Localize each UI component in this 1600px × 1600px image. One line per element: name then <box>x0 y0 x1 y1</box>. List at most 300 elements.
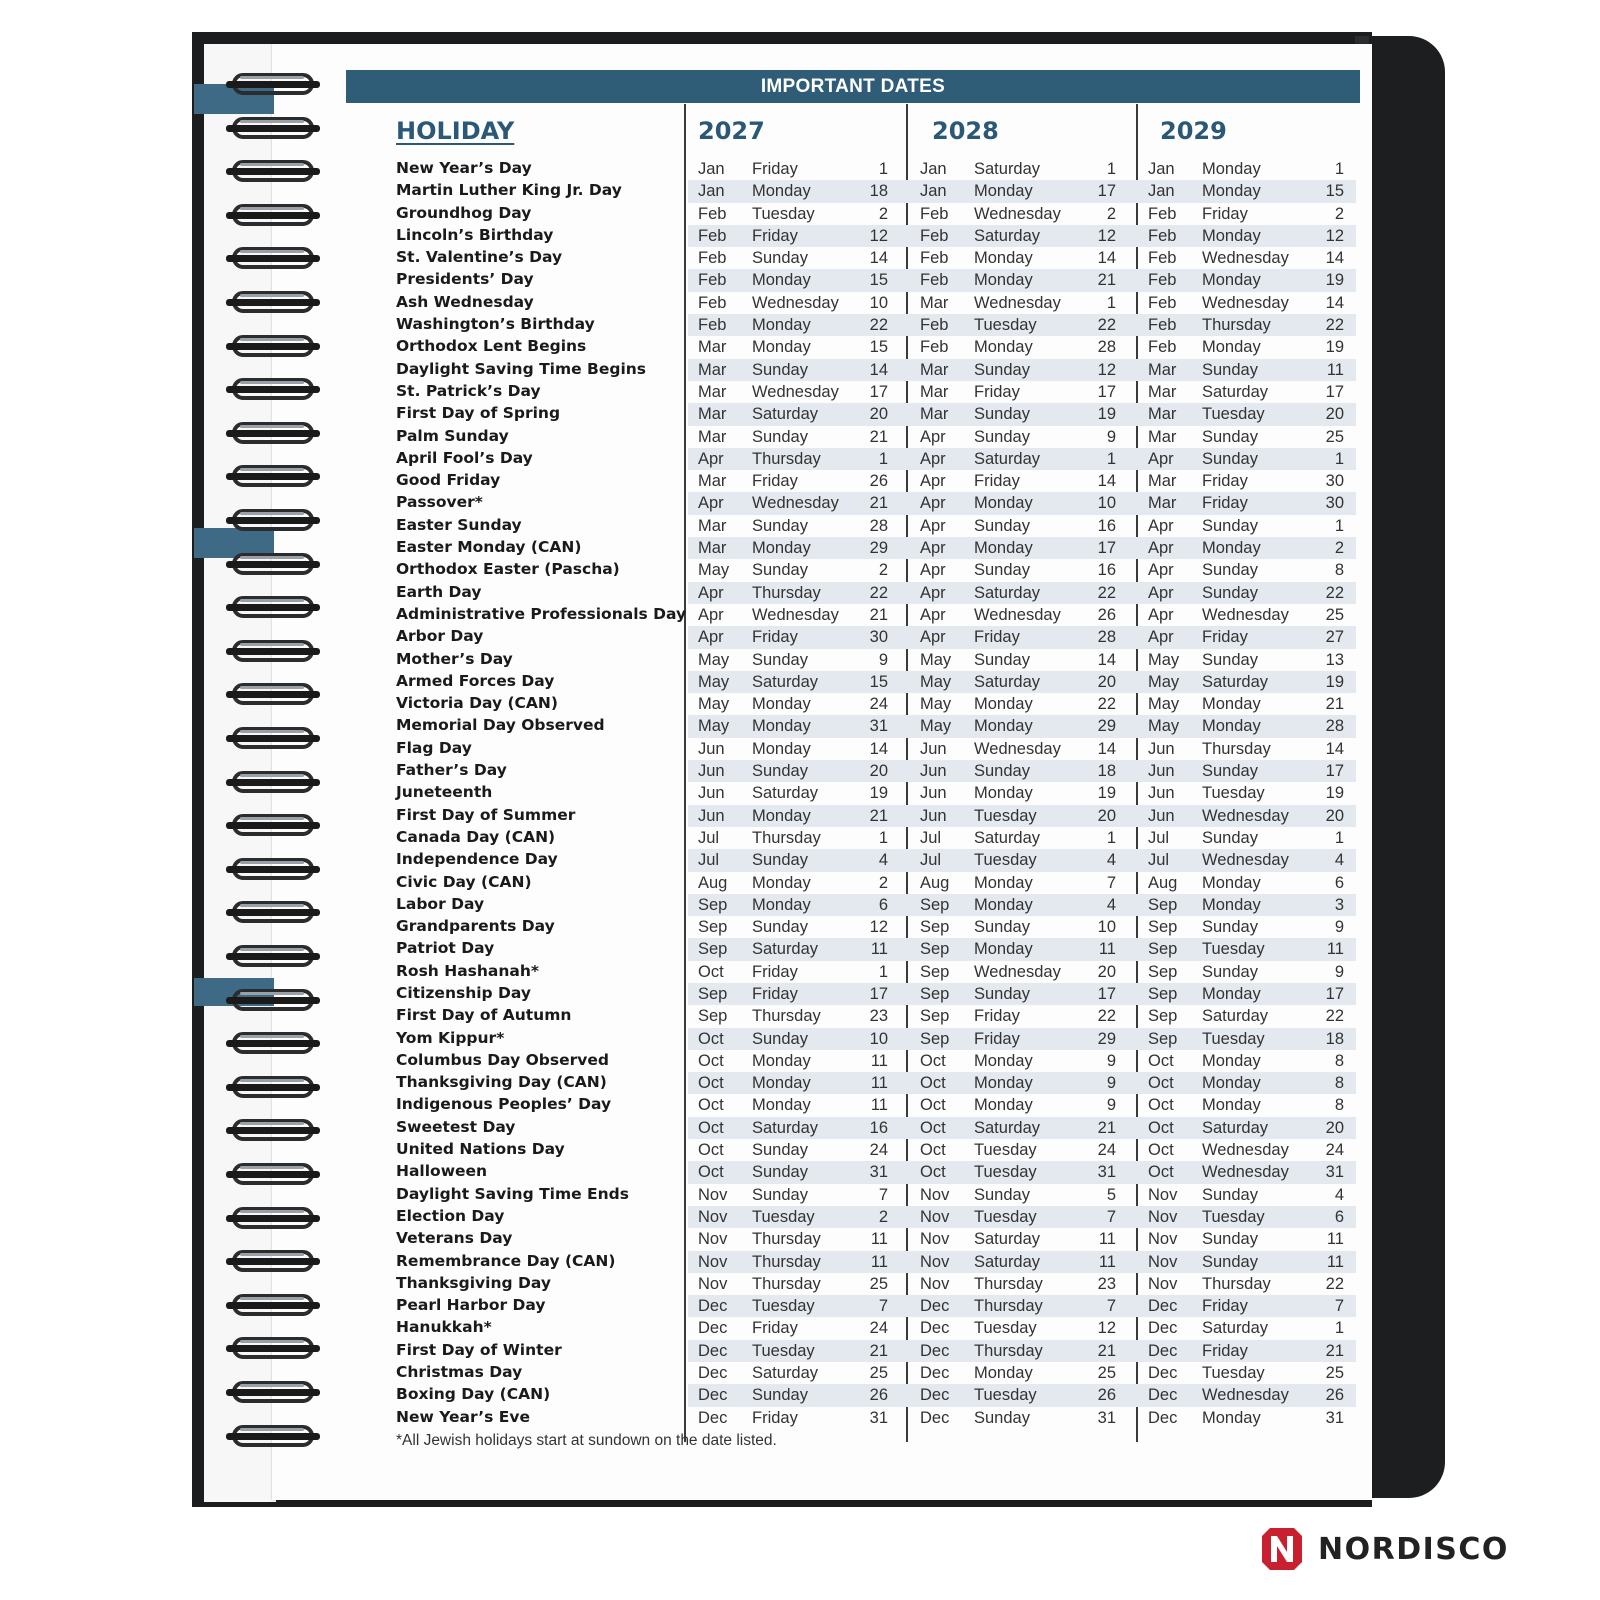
table-row <box>396 1295 1356 1317</box>
day-cell: 9 <box>1106 1051 1116 1070</box>
weekday-cell: Sunday <box>974 561 1030 580</box>
table-row <box>396 604 1356 626</box>
month-cell: Apr <box>1148 628 1174 647</box>
weekday-cell: Wednesday <box>1202 1163 1289 1182</box>
weekday-cell: Thursday <box>752 1252 821 1271</box>
weekday-cell: Sunday <box>752 561 808 580</box>
month-cell: Sep <box>698 1007 728 1026</box>
month-cell: Jun <box>698 762 725 781</box>
weekday-cell: Tuesday <box>974 806 1037 825</box>
month-cell: Sep <box>920 1007 950 1026</box>
month-cell: Nov <box>698 1207 728 1226</box>
day-cell: 9 <box>1106 427 1116 446</box>
day-cell: 19 <box>1325 338 1344 357</box>
holiday-name: Washington’s Birthday <box>396 315 595 334</box>
weekday-cell: Monday <box>974 494 1033 513</box>
month-cell: Sep <box>698 984 728 1003</box>
holiday-name: Passover* <box>396 493 483 512</box>
month-cell: Nov <box>698 1185 728 1204</box>
holiday-name: Christmas Day <box>396 1363 523 1382</box>
month-cell: Nov <box>920 1185 950 1204</box>
table-row <box>396 269 1356 291</box>
day-cell: 11 <box>1326 1252 1344 1271</box>
day-cell: 18 <box>1097 762 1116 781</box>
month-cell: Jul <box>920 851 942 870</box>
weekday-cell: Saturday <box>752 672 819 691</box>
weekday-cell: Monday <box>752 1074 811 1093</box>
weekday-cell: Wednesday <box>1202 851 1289 870</box>
weekday-cell: Sunday <box>752 516 808 535</box>
table-row <box>396 1005 1356 1027</box>
weekday-cell: Tuesday <box>1202 1207 1265 1226</box>
day-cell: 2 <box>1106 204 1116 223</box>
table-row <box>396 537 1356 559</box>
weekday-cell: Monday <box>752 338 811 357</box>
table-row <box>396 938 1356 960</box>
month-cell: Oct <box>920 1096 946 1115</box>
spiral-coil <box>226 550 318 580</box>
weekday-cell: Monday <box>974 1364 1033 1383</box>
weekday-cell: Monday <box>974 717 1033 736</box>
weekday-cell: Monday <box>752 739 811 758</box>
weekday-cell: Sunday <box>752 1386 808 1405</box>
day-cell: 15 <box>869 672 888 691</box>
table-row <box>396 1362 1356 1384</box>
month-cell: May <box>1148 650 1180 669</box>
weekday-cell: Sunday <box>752 249 808 268</box>
day-cell: 25 <box>869 1274 888 1293</box>
holiday-name: Flag Day <box>396 738 472 757</box>
spiral-coil <box>226 898 318 928</box>
weekday-cell: Wednesday <box>1202 1386 1289 1405</box>
day-cell: 14 <box>1325 249 1344 268</box>
weekday-cell: Saturday <box>1202 672 1269 691</box>
holiday-name: Sweetest Day <box>396 1117 516 1136</box>
month-cell: Jun <box>1148 739 1175 758</box>
month-cell: Oct <box>920 1074 946 1093</box>
day-cell: 1 <box>1106 828 1116 847</box>
table-row <box>396 1340 1356 1362</box>
day-cell: 20 <box>1325 1118 1344 1137</box>
table-row <box>396 470 1356 492</box>
weekday-cell: Wednesday <box>752 382 839 401</box>
weekday-cell: Tuesday <box>752 204 815 223</box>
weekday-cell: Friday <box>1202 1341 1248 1360</box>
weekday-cell: Thursday <box>752 1230 821 1249</box>
table-row <box>396 849 1356 871</box>
month-cell: Oct <box>1148 1118 1174 1137</box>
weekday-cell: Thursday <box>974 1341 1043 1360</box>
day-cell: 26 <box>1097 605 1116 624</box>
holiday-name: Orthodox Easter (Pascha) <box>396 560 620 579</box>
weekday-cell: Tuesday <box>974 1163 1037 1182</box>
day-cell: 15 <box>1325 182 1344 201</box>
day-cell: 1 <box>878 962 888 981</box>
day-cell: 21 <box>869 1341 888 1360</box>
month-cell: Jul <box>698 851 720 870</box>
weekday-cell: Monday <box>1202 1051 1261 1070</box>
month-cell: Dec <box>1148 1319 1178 1338</box>
month-cell: Nov <box>920 1274 950 1293</box>
month-cell: Nov <box>920 1252 950 1271</box>
day-cell: 24 <box>869 1141 888 1160</box>
weekday-cell: Monday <box>752 717 811 736</box>
table-row <box>396 961 1356 983</box>
day-cell: 21 <box>869 427 888 446</box>
day-cell: 17 <box>1097 182 1116 201</box>
holiday-name: Boxing Day (CAN) <box>396 1385 551 1404</box>
weekday-cell: Monday <box>974 895 1033 914</box>
day-cell: 21 <box>1097 1118 1116 1137</box>
day-cell: 22 <box>1325 583 1344 602</box>
weekday-cell: Sunday <box>974 650 1030 669</box>
month-cell: Jun <box>920 784 947 803</box>
holiday-name: Lincoln’s Birthday <box>396 225 554 244</box>
day-cell: 21 <box>869 494 888 513</box>
spiral-binding <box>226 70 318 1490</box>
month-cell: May <box>698 650 730 669</box>
month-cell: Dec <box>1148 1341 1178 1360</box>
day-cell: 10 <box>869 293 888 312</box>
month-cell: Sep <box>920 962 950 981</box>
weekday-cell: Sunday <box>1202 828 1258 847</box>
month-cell: Jan <box>920 182 947 201</box>
month-cell: Sep <box>1148 895 1178 914</box>
month-cell: Feb <box>698 226 727 245</box>
month-cell: May <box>920 672 952 691</box>
month-cell: Jun <box>920 762 947 781</box>
holiday-name: Pearl Harbor Day <box>396 1296 546 1315</box>
month-cell: May <box>698 717 730 736</box>
holiday-name: Arbor Day <box>396 627 484 646</box>
day-cell: 1 <box>1106 160 1116 178</box>
weekday-cell: Sunday <box>974 984 1030 1003</box>
table-row <box>396 738 1356 760</box>
month-cell: May <box>920 650 952 669</box>
weekday-cell: Saturday <box>752 784 819 803</box>
weekday-cell: Saturday <box>752 1118 819 1137</box>
weekday-cell: Thursday <box>752 1007 821 1026</box>
month-cell: Oct <box>1148 1096 1174 1115</box>
month-cell: Oct <box>920 1163 946 1182</box>
table-row <box>396 827 1356 849</box>
month-cell: Apr <box>920 539 946 558</box>
weekday-cell: Friday <box>1202 628 1248 647</box>
weekday-cell: Sunday <box>974 1185 1030 1204</box>
weekday-cell: Tuesday <box>974 851 1037 870</box>
day-cell: 24 <box>869 1319 888 1338</box>
weekday-cell: Tuesday <box>752 1207 815 1226</box>
table-row <box>396 693 1356 715</box>
day-cell: 28 <box>1097 628 1116 647</box>
month-cell: Apr <box>1148 605 1174 624</box>
weekday-cell: Sunday <box>1202 360 1258 379</box>
month-cell: Mar <box>920 360 949 379</box>
month-cell: Sep <box>1148 984 1178 1003</box>
month-cell: Jun <box>920 806 947 825</box>
table-row <box>396 805 1356 827</box>
weekday-cell: Wednesday <box>1202 1141 1289 1160</box>
footnote: *All Jewish holidays start at sundown on the date listed. <box>396 1432 777 1449</box>
month-cell: Sep <box>920 1029 950 1048</box>
day-cell: 9 <box>1106 1074 1116 1093</box>
month-cell: Mar <box>698 516 727 535</box>
month-cell: Apr <box>920 628 946 647</box>
day-cell: 11 <box>1098 940 1116 959</box>
day-cell: 8 <box>1334 561 1344 580</box>
day-cell: 24 <box>869 695 888 714</box>
weekday-cell: Monday <box>974 271 1033 290</box>
day-cell: 2 <box>878 873 888 892</box>
day-cell: 22 <box>1097 316 1116 335</box>
month-cell: Apr <box>920 494 946 513</box>
month-cell: Dec <box>920 1364 950 1383</box>
table-row <box>396 559 1356 581</box>
day-cell: 9 <box>1334 918 1344 937</box>
month-cell: Aug <box>698 873 728 892</box>
table-row <box>396 448 1356 470</box>
day-cell: 20 <box>869 762 888 781</box>
weekday-cell: Saturday <box>974 449 1041 468</box>
spiral-coil <box>226 1160 318 1190</box>
holiday-name: April Fool’s Day <box>396 448 533 467</box>
month-cell: Mar <box>698 360 727 379</box>
month-cell: Dec <box>1148 1408 1178 1427</box>
table-row <box>396 381 1356 403</box>
table-row <box>396 1184 1356 1206</box>
month-cell: Jun <box>1148 762 1175 781</box>
weekday-cell: Monday <box>1202 1074 1261 1093</box>
weekday-cell: Sunday <box>752 650 808 669</box>
holiday-name: Palm Sunday <box>396 426 509 445</box>
weekday-cell: Sunday <box>974 516 1030 535</box>
weekday-cell: Sunday <box>1202 583 1258 602</box>
month-cell: Feb <box>1148 226 1177 245</box>
day-cell: 20 <box>1097 672 1116 691</box>
table-row <box>396 1206 1356 1228</box>
day-cell: 15 <box>869 338 888 357</box>
weekday-cell: Friday <box>1202 472 1248 491</box>
day-cell: 25 <box>1097 1364 1116 1383</box>
day-cell: 19 <box>1097 784 1116 803</box>
day-cell: 12 <box>1097 1319 1116 1338</box>
weekday-cell: Saturday <box>1202 1007 1269 1026</box>
spiral-coil <box>226 288 318 318</box>
month-cell: Dec <box>1148 1386 1178 1405</box>
table-row <box>396 1317 1356 1339</box>
month-cell: Jan <box>1148 160 1175 178</box>
day-cell: 14 <box>1097 739 1116 758</box>
weekday-cell: Wednesday <box>974 605 1061 624</box>
month-cell: Jan <box>920 160 947 178</box>
day-cell: 17 <box>1097 539 1116 558</box>
holiday-name: Good Friday <box>396 471 501 490</box>
weekday-cell: Friday <box>752 472 798 491</box>
day-cell: 28 <box>1325 717 1344 736</box>
spiral-coil <box>226 680 318 710</box>
holiday-name: Memorial Day Observed <box>396 716 605 735</box>
spiral-coil <box>226 986 318 1016</box>
table-row <box>396 492 1356 514</box>
brand-name: NORDISCO <box>1318 1532 1509 1567</box>
weekday-cell: Sunday <box>974 405 1030 424</box>
day-cell: 18 <box>869 182 888 201</box>
month-cell: Apr <box>920 605 946 624</box>
weekday-cell: Saturday <box>752 405 819 424</box>
table-row <box>396 649 1356 671</box>
weekday-cell: Tuesday <box>1202 940 1265 959</box>
weekday-cell: Tuesday <box>974 1386 1037 1405</box>
table-row <box>396 225 1356 247</box>
weekday-cell: Sunday <box>1202 449 1258 468</box>
spiral-coil <box>226 768 318 798</box>
weekday-cell: Friday <box>1202 204 1248 223</box>
holiday-name: First Day of Spring <box>396 404 561 423</box>
month-cell: Nov <box>1148 1274 1178 1293</box>
day-cell: 21 <box>1097 271 1116 290</box>
day-cell: 14 <box>869 739 888 758</box>
day-cell: 25 <box>1325 427 1344 446</box>
day-cell: 14 <box>1097 472 1116 491</box>
day-cell: 19 <box>1325 784 1344 803</box>
holiday-name: New Year’s Eve <box>396 1407 530 1426</box>
month-cell: Nov <box>698 1252 728 1271</box>
day-cell: 1 <box>1334 1319 1344 1338</box>
weekday-cell: Thursday <box>1202 739 1271 758</box>
day-cell: 20 <box>1325 806 1344 825</box>
day-cell: 8 <box>1334 1096 1344 1115</box>
day-cell: 28 <box>1097 338 1116 357</box>
weekday-cell: Wednesday <box>974 739 1061 758</box>
day-cell: 18 <box>1325 1029 1344 1048</box>
weekday-cell: Sunday <box>752 851 808 870</box>
month-cell: Dec <box>920 1341 950 1360</box>
month-cell: Feb <box>920 316 949 335</box>
year-header-2027: 2027 <box>698 117 765 145</box>
spiral-coil <box>226 506 318 536</box>
day-cell: 4 <box>1106 851 1116 870</box>
day-cell: 31 <box>1325 1163 1344 1182</box>
weekday-cell: Thursday <box>1202 1274 1271 1293</box>
weekday-cell: Monday <box>974 784 1033 803</box>
month-cell: Oct <box>698 1163 724 1182</box>
weekday-cell: Saturday <box>1202 382 1269 401</box>
table-row <box>396 1161 1356 1183</box>
holiday-name: Veterans Day <box>396 1229 513 1248</box>
month-cell: May <box>920 695 952 714</box>
day-cell: 22 <box>869 583 888 602</box>
day-cell: 31 <box>869 1408 888 1427</box>
holiday-name: United Nations Day <box>396 1140 565 1159</box>
weekday-cell: Wednesday <box>974 293 1061 312</box>
day-cell: 2 <box>1334 204 1344 223</box>
table-row <box>396 1384 1356 1406</box>
weekday-cell: Friday <box>974 472 1020 491</box>
month-cell: Mar <box>698 427 727 446</box>
holiday-name: Easter Monday (CAN) <box>396 538 582 557</box>
spiral-coil <box>226 244 318 274</box>
weekday-cell: Sunday <box>752 427 808 446</box>
month-cell: Nov <box>1148 1185 1178 1204</box>
day-cell: 4 <box>878 851 888 870</box>
weekday-cell: Sunday <box>1202 918 1258 937</box>
day-cell: 11 <box>870 1096 888 1115</box>
month-cell: Apr <box>698 628 724 647</box>
month-cell: Sep <box>920 918 950 937</box>
table-row <box>396 203 1356 225</box>
weekday-cell: Wednesday <box>752 605 839 624</box>
day-cell: 24 <box>1325 1141 1344 1160</box>
month-cell: Sep <box>920 984 950 1003</box>
weekday-cell: Sunday <box>752 1141 808 1160</box>
day-cell: 11 <box>870 940 888 959</box>
holiday-name: Father’s Day <box>396 761 507 780</box>
month-cell: Mar <box>1148 360 1177 379</box>
month-cell: May <box>698 695 730 714</box>
holiday-name: Daylight Saving Time Begins <box>396 359 647 378</box>
day-cell: 17 <box>1325 762 1344 781</box>
weekday-cell: Monday <box>1202 182 1261 201</box>
spiral-coil <box>226 70 318 100</box>
table-row <box>396 1228 1356 1250</box>
spiral-coil <box>226 462 318 492</box>
weekday-cell: Wednesday <box>974 204 1061 223</box>
weekday-cell: Wednesday <box>1202 605 1289 624</box>
weekday-cell: Thursday <box>1202 316 1271 335</box>
table-row <box>396 336 1356 358</box>
spiral-coil <box>226 1204 318 1234</box>
month-cell: May <box>1148 672 1180 691</box>
spiral-coil <box>226 1247 318 1277</box>
weekday-cell: Friday <box>974 1029 1020 1048</box>
month-cell: Jan <box>698 160 725 178</box>
month-cell: Oct <box>920 1118 946 1137</box>
table-row <box>396 403 1356 425</box>
day-cell: 1 <box>1334 449 1344 468</box>
holiday-name: Juneteenth <box>396 783 493 802</box>
weekday-cell: Monday <box>1202 873 1261 892</box>
weekday-cell: Monday <box>1202 1408 1261 1427</box>
month-cell: Feb <box>698 293 727 312</box>
weekday-cell: Tuesday <box>974 1141 1037 1160</box>
day-cell: 20 <box>869 405 888 424</box>
weekday-cell: Friday <box>1202 494 1248 513</box>
month-cell: Feb <box>698 316 727 335</box>
weekday-cell: Sunday <box>752 360 808 379</box>
banner-title: IMPORTANT DATES <box>760 76 946 97</box>
weekday-cell: Friday <box>752 984 798 1003</box>
weekday-cell: Sunday <box>974 360 1030 379</box>
month-cell: Apr <box>920 583 946 602</box>
day-cell: 17 <box>1097 382 1116 401</box>
holiday-name: Indigenous Peoples’ Day <box>396 1095 612 1114</box>
month-cell: Apr <box>698 605 724 624</box>
day-cell: 17 <box>1325 984 1344 1003</box>
spiral-coil <box>226 811 318 841</box>
day-cell: 1 <box>1334 828 1344 847</box>
weekday-cell: Saturday <box>974 160 1041 178</box>
month-cell: Dec <box>698 1319 728 1338</box>
month-cell: Jan <box>698 182 725 201</box>
day-cell: 8 <box>1334 1051 1344 1070</box>
day-cell: 14 <box>1097 650 1116 669</box>
day-cell: 11 <box>1098 1252 1116 1271</box>
holiday-name: Armed Forces Day <box>396 671 555 690</box>
weekday-cell: Friday <box>752 962 798 981</box>
month-cell: Nov <box>920 1230 950 1249</box>
day-cell: 20 <box>1097 806 1116 825</box>
month-cell: Oct <box>698 1074 724 1093</box>
